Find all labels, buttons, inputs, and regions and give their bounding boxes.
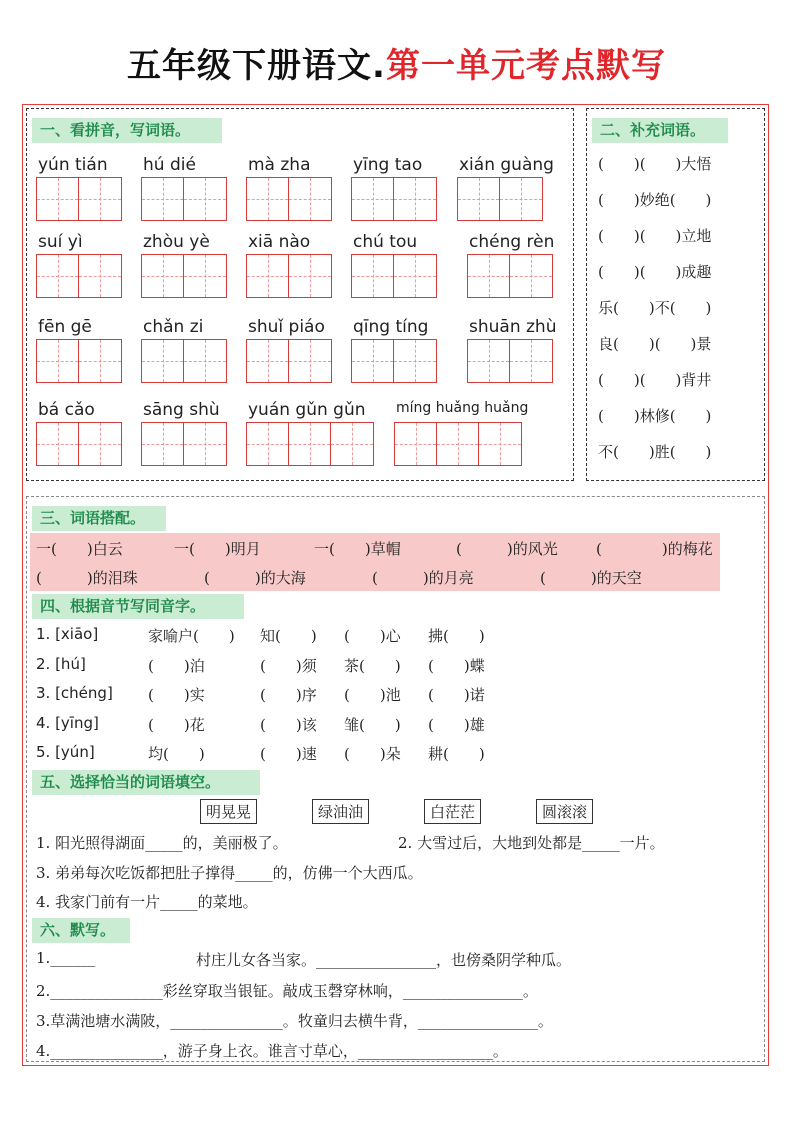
- grid-cell: [289, 178, 331, 220]
- grid-cell: [184, 255, 226, 297]
- writing-grid: [457, 177, 543, 221]
- writing-grid: [141, 254, 227, 298]
- pinyin-label: chú tou: [353, 232, 418, 252]
- grid-cell: [37, 340, 79, 382]
- word-option: 明晃晃: [200, 799, 257, 824]
- grid-cell: [142, 255, 184, 297]
- homophone-blank: ( )序: [260, 686, 317, 704]
- pinyin-label: mà zha: [248, 155, 311, 175]
- grid-cell: [289, 423, 331, 465]
- pinyin-label: yuán gǔn gǔn: [248, 400, 366, 420]
- poem-line-1a: 1.______: [36, 949, 96, 967]
- homophone-blank: 知( ): [260, 627, 317, 645]
- poem-line-1b: 村庄儿女各当家。________________，也傍桑阴学种瓜。: [196, 951, 572, 969]
- pinyin-label: xián guàng: [459, 155, 554, 175]
- grid-cell: [510, 340, 552, 382]
- grid-cell: [79, 423, 121, 465]
- grid-cell: [394, 255, 436, 297]
- homophone-blank: ( )心: [344, 627, 401, 645]
- poem-line-2: 2._______________彩丝穿取当银钲。敲成玉磬穿林响，________________。: [36, 982, 538, 1000]
- idiom-line: 良( )( )景: [598, 335, 712, 353]
- homophone-blank: 耕( ): [428, 745, 485, 763]
- poem-line-4: 4._______________，游子身上衣。谁言寸草心，__________________。: [36, 1042, 508, 1060]
- grid-cell: [437, 423, 479, 465]
- fill-q1: 1. 阳光照得湖面_____的，美丽极了。: [36, 834, 288, 852]
- fill-q3: 3. 弟弟每次吃饭都把肚子撑得_____的，仿佛一个大西瓜。: [36, 864, 423, 882]
- writing-grid: [467, 254, 553, 298]
- syllable-label: 4. [yīng]: [36, 713, 99, 732]
- grid-cell: [142, 340, 184, 382]
- idiom-line: ( )( )大悟: [598, 155, 712, 173]
- syllable-label: 5. [yún]: [36, 743, 95, 761]
- section3-header: 三、词语搭配。: [32, 506, 166, 531]
- syllable-label: 1. [xiāo]: [36, 625, 99, 643]
- idiom-line: ( )( )背井: [598, 371, 712, 389]
- collocation-item: ( )的天空: [540, 569, 642, 587]
- pinyin-label: sāng shù: [143, 400, 220, 420]
- grid-cell: [394, 340, 436, 382]
- grid-cell: [500, 178, 542, 220]
- homophone-blank: 拂( ): [428, 627, 485, 645]
- fill-q2: 2. 大雪过后，大地到处都是_____一片。: [398, 834, 665, 852]
- fill-q4: 4. 我家门前有一片_____的菜地。: [36, 893, 258, 911]
- grid-cell: [142, 423, 184, 465]
- homophone-blank: ( )雄: [428, 715, 485, 734]
- homophone-blank: ( )朵: [344, 745, 401, 763]
- idiom-line: 乐( )不( ): [598, 299, 712, 317]
- writing-grid: [36, 254, 122, 298]
- grid-cell: [247, 255, 289, 297]
- grid-cell: [37, 178, 79, 220]
- pinyin-label: zhòu yè: [143, 232, 210, 252]
- grid-cell: [289, 255, 331, 297]
- homophone-blank: 均( ): [148, 745, 205, 763]
- homophone-blank: ( )实: [148, 686, 205, 704]
- collocation-item: ( )的梅花: [596, 540, 713, 558]
- grid-cell: [79, 340, 121, 382]
- grid-cell: [79, 255, 121, 297]
- writing-grid: [467, 339, 553, 383]
- pinyin-label: bá cǎo: [38, 400, 95, 420]
- homophone-blank: 茶( ): [344, 656, 401, 675]
- collocation-item: ( )的月亮: [372, 569, 474, 587]
- writing-grid: [36, 339, 122, 383]
- idiom-line: 不( )胜( ): [598, 443, 712, 461]
- pinyin-label: fēn gē: [38, 317, 92, 337]
- section5-header: 五、选择恰当的词语填空。: [32, 770, 260, 795]
- collocation-item: 一( )草帽: [314, 540, 401, 558]
- pinyin-label: yún tián: [38, 155, 108, 175]
- pinyin-label: chéng rèn: [469, 232, 555, 252]
- grid-cell: [247, 423, 289, 465]
- pinyin-label: yīng tao: [353, 155, 423, 175]
- homophone-blank: ( )花: [148, 715, 205, 734]
- section6-header: 六、默写。: [32, 918, 130, 943]
- section4-header: 四、根据音节写同音字。: [32, 594, 244, 619]
- pinyin-label: suí yì: [38, 232, 83, 252]
- writing-grid: [246, 422, 374, 466]
- grid-cell: [142, 178, 184, 220]
- writing-grid: [36, 422, 122, 466]
- grid-cell: [479, 423, 521, 465]
- grid-cell: [394, 178, 436, 220]
- section1-header: 一、看拼音，写词语。: [32, 118, 222, 143]
- pinyin-label: míng huǎng huǎng: [396, 400, 529, 416]
- grid-cell: [247, 178, 289, 220]
- syllable-label: 2. [hú]: [36, 654, 86, 673]
- pinyin-label: shuān zhù: [469, 317, 557, 337]
- grid-cell: [352, 340, 394, 382]
- writing-grid: [141, 422, 227, 466]
- idiom-line: ( )林修( ): [598, 407, 712, 425]
- homophone-blank: ( )速: [260, 745, 317, 763]
- writing-grid: [141, 339, 227, 383]
- homophone-blank: ( )池: [344, 686, 401, 704]
- grid-cell: [289, 340, 331, 382]
- writing-grid: [246, 339, 332, 383]
- collocation-item: ( )的大海: [204, 569, 306, 587]
- poem-line-3: 3.草满池塘水满陂，_______________。牧童归去横牛背，________________。: [36, 1012, 553, 1030]
- grid-cell: [352, 255, 394, 297]
- homophone-blank: ( )该: [260, 715, 317, 734]
- grid-cell: [184, 340, 226, 382]
- idiom-line: ( )( )立地: [598, 227, 712, 245]
- writing-grid: [394, 422, 522, 466]
- collocation-item: ( )的风光: [456, 540, 558, 558]
- writing-grid: [351, 177, 437, 221]
- grid-cell: [37, 255, 79, 297]
- grid-cell: [458, 178, 500, 220]
- grid-cell: [184, 423, 226, 465]
- collocation-item: 一( )明月: [174, 540, 261, 558]
- homophone-blank: ( )须: [260, 656, 317, 675]
- writing-grid: [351, 254, 437, 298]
- writing-grid: [246, 254, 332, 298]
- collocation-item: 一( )白云: [36, 540, 123, 558]
- pinyin-label: qīng tíng: [353, 317, 429, 337]
- pinyin-label: xiā nào: [248, 232, 311, 252]
- idiom-line: ( )( )成趣: [598, 263, 712, 281]
- grid-cell: [184, 178, 226, 220]
- writing-grid: [141, 177, 227, 221]
- writing-grid: [351, 339, 437, 383]
- word-option: 白茫茫: [424, 799, 481, 824]
- homophone-blank: 雏( ): [344, 715, 401, 734]
- writing-grid: [246, 177, 332, 221]
- pinyin-label: shuǐ piáo: [248, 317, 325, 337]
- homophone-blank: ( )蝶: [428, 656, 485, 675]
- grid-cell: [510, 255, 552, 297]
- grid-cell: [468, 255, 510, 297]
- homophone-blank: 家喻户( ): [148, 627, 235, 645]
- page-title: 五年级下册语文.第一单元考点默写: [127, 46, 666, 86]
- pinyin-label: chǎn zi: [143, 317, 204, 337]
- grid-cell: [37, 423, 79, 465]
- syllable-label: 3. [chéng]: [36, 684, 113, 702]
- grid-cell: [247, 340, 289, 382]
- grid-cell: [468, 340, 510, 382]
- writing-grid: [36, 177, 122, 221]
- word-option: 圆滚滚: [536, 799, 593, 824]
- grid-cell: [331, 423, 373, 465]
- homophone-blank: ( )泊: [148, 656, 205, 675]
- grid-cell: [352, 178, 394, 220]
- pinyin-label: hú dié: [143, 155, 196, 175]
- section2-header: 二、补充词语。: [592, 118, 728, 143]
- homophone-blank: ( )诺: [428, 686, 485, 704]
- word-option: 绿油油: [312, 799, 369, 824]
- collocation-item: ( )的泪珠: [36, 569, 138, 587]
- idiom-line: ( )妙绝( ): [598, 191, 712, 209]
- grid-cell: [395, 423, 437, 465]
- grid-cell: [79, 178, 121, 220]
